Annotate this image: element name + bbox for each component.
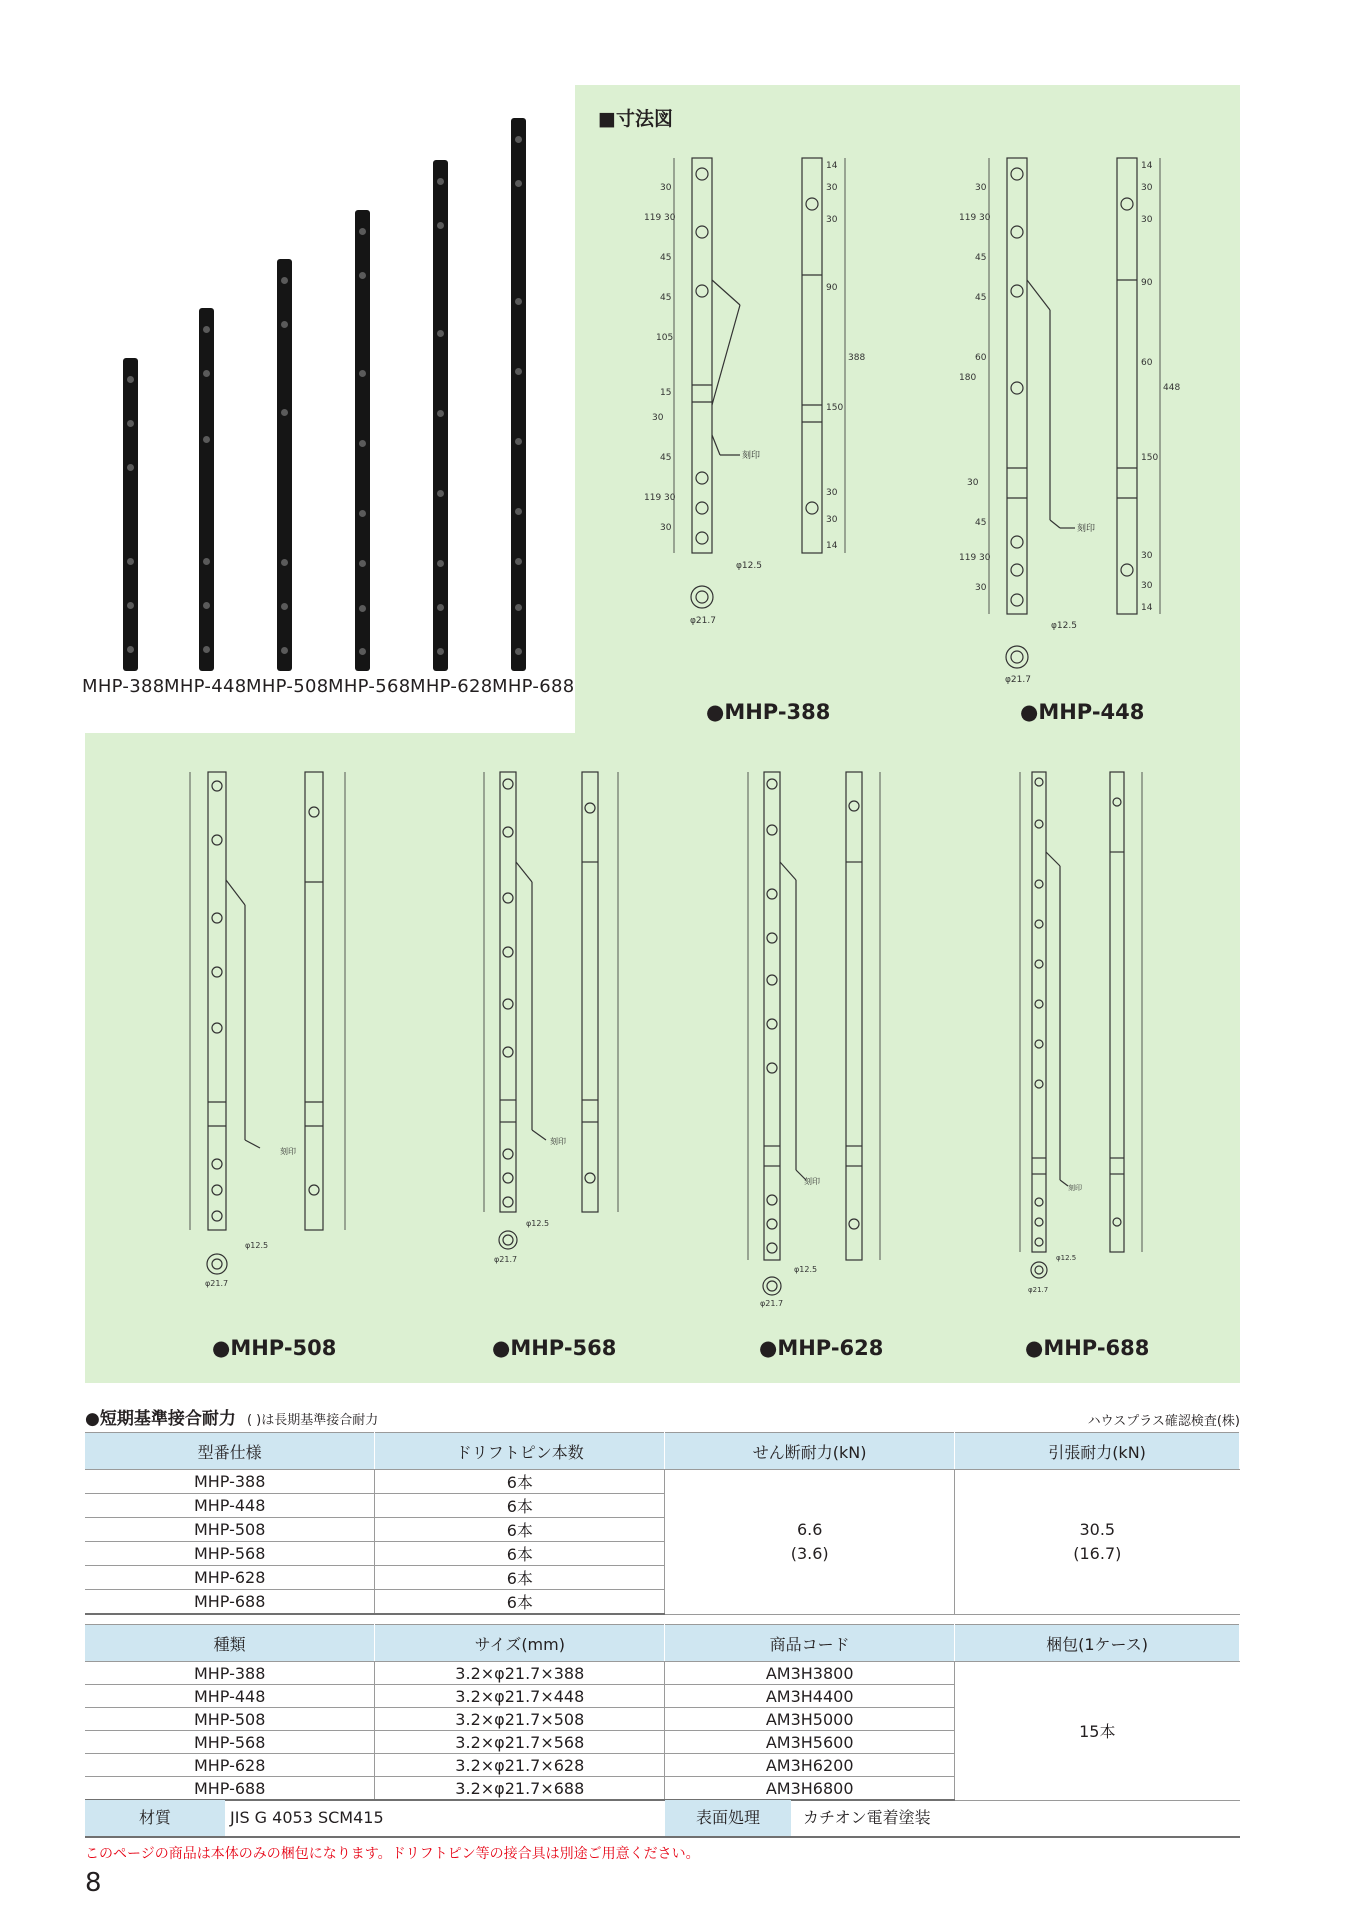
product-label: MHP-568 [328,676,411,697]
svg-text:刻印: 刻印 [742,451,761,461]
header-packing: 梱包(1ケース) [955,1625,1240,1662]
svg-text:45: 45 [660,453,672,463]
svg-text:119 30: 119 30 [644,493,676,503]
strength-title: ●短期基準接合耐力 [85,1409,236,1429]
svg-text:119 30: 119 30 [959,553,991,563]
notice-text: このページの商品は本体のみの梱包になります。ドリフトピン等の接合具は別途ご用意ください。 [85,1846,700,1862]
svg-text:刻印: 刻印 [804,1177,820,1186]
packing-value: 15本 [955,1662,1240,1801]
product-label: MHP-628 [410,676,493,697]
svg-text:105: 105 [656,333,674,343]
svg-text:刻印: 刻印 [280,1147,296,1156]
svg-text:150: 150 [1141,453,1159,463]
header-size: サイズ(mm) [375,1625,665,1662]
surface-value: カチオン電着塗装 [803,1808,931,1827]
material-value: JIS G 4053 SCM415 [230,1808,384,1827]
svg-text:30: 30 [660,523,672,533]
svg-text:30: 30 [660,183,672,193]
header-model: 型番仕様 [85,1433,375,1470]
drawing-mhp-388 [640,150,880,630]
material-label: 材質 [85,1800,225,1836]
svg-text:刻印: 刻印 [1077,524,1096,534]
pin-photo-568 [355,210,370,671]
svg-text:45: 45 [660,293,672,303]
table-row: MHP-628 3.2×φ21.7×628 AM3H6200 [85,1754,1240,1777]
surface-label: 表面処理 [665,1800,791,1836]
svg-text:60: 60 [975,353,987,363]
diagram-label-mhp-688: ●MHP-688 [1025,1336,1150,1360]
svg-text:14: 14 [826,161,838,171]
table-row: MHP-568 3.2×φ21.7×568 AM3H5600 [85,1731,1240,1754]
material-row [85,1800,1240,1838]
page-number: 8 [85,1868,102,1898]
pin-photo-628 [433,160,448,671]
shear-value: 6.6 (3.6) [665,1470,955,1615]
table-row: MHP-508 3.2×φ21.7×508 AM3H5000 [85,1708,1240,1731]
svg-text:φ21.7: φ21.7 [760,1299,784,1308]
diagram-label-mhp-388: ●MHP-388 [706,700,831,724]
product-label: MHP-388 [82,676,165,697]
dimension-title: ■寸法図 [598,108,673,130]
svg-text:119 30: 119 30 [644,213,676,223]
svg-text:30: 30 [967,478,979,488]
svg-text:φ12.5: φ12.5 [1056,1254,1077,1262]
svg-text:388: 388 [848,353,866,363]
header-shear: せん断耐力(kN) [665,1433,955,1470]
diagram-label-mhp-628: ●MHP-628 [759,1336,884,1360]
svg-text:119 30: 119 30 [959,213,991,223]
svg-text:30: 30 [975,583,987,593]
table-row: MHP-508 6本 [85,1518,1240,1542]
svg-text:30: 30 [975,183,987,193]
svg-text:φ12.5: φ12.5 [1051,621,1077,631]
product-label: MHP-508 [246,676,329,697]
svg-text:φ21.7: φ21.7 [1005,675,1031,685]
svg-text:30: 30 [826,183,838,193]
svg-text:30: 30 [652,413,664,423]
product-table [85,1624,1240,1801]
strength-heading [85,1404,378,1429]
pin-photo-388 [123,358,138,671]
svg-text:90: 90 [1141,278,1153,288]
svg-text:90: 90 [826,283,838,293]
table-row: MHP-448 6本 [85,1494,1240,1518]
svg-text:30: 30 [826,515,838,525]
svg-text:φ12.5: φ12.5 [526,1219,550,1228]
drawing-mhp-688 [980,770,1200,1300]
header-tension: 引張耐力(kN) [955,1433,1240,1470]
header-code: 商品コード [665,1625,955,1662]
product-label: MHP-688 [492,676,575,697]
table-row: MHP-568 6本 [85,1542,1240,1566]
pin-photo-688 [511,118,526,671]
svg-text:45: 45 [660,253,672,263]
svg-text:φ21.7: φ21.7 [1028,1286,1049,1294]
diagram-label-mhp-568: ●MHP-568 [492,1336,617,1360]
drawing-mhp-508 [160,770,380,1290]
svg-text:φ12.5: φ12.5 [794,1265,818,1274]
svg-text:φ21.7: φ21.7 [690,616,716,626]
svg-text:30: 30 [826,215,838,225]
svg-text:45: 45 [975,253,987,263]
table-row: MHP-688 3.2×φ21.7×688 AM3H6800 [85,1777,1240,1801]
header-type: 種類 [85,1625,375,1662]
svg-text:φ21.7: φ21.7 [205,1279,229,1288]
table-row: MHP-448 3.2×φ21.7×448 AM3H4400 [85,1685,1240,1708]
drawing-mhp-448 [955,150,1195,690]
svg-text:30: 30 [1141,183,1153,193]
svg-text:14: 14 [1141,161,1153,171]
svg-text:180: 180 [959,373,977,383]
svg-text:45: 45 [975,518,987,528]
svg-text:φ12.5: φ12.5 [245,1241,269,1250]
svg-text:刻印: 刻印 [550,1137,566,1146]
table-row: MHP-628 6本 [85,1566,1240,1590]
pin-photo-508 [277,259,292,671]
svg-text:30: 30 [1141,551,1153,561]
svg-text:30: 30 [826,488,838,498]
table-row: MHP-388 6本 6.6 (3.6) 30.5 (16.7) [85,1470,1240,1494]
svg-text:14: 14 [1141,603,1153,613]
svg-text:φ21.7: φ21.7 [494,1255,518,1264]
table-row: MHP-388 3.2×φ21.7×388 AM3H3800 15本 [85,1662,1240,1685]
svg-text:14: 14 [826,541,838,551]
strength-note: ( )は長期基準接合耐力 [246,1413,379,1428]
svg-text:φ12.5: φ12.5 [736,561,762,571]
pin-photo-448 [199,308,214,671]
strength-table [85,1432,1240,1615]
svg-text:15: 15 [660,388,672,398]
svg-text:30: 30 [1141,215,1153,225]
svg-text:60: 60 [1141,358,1153,368]
svg-text:刻印: 刻印 [1068,1184,1082,1192]
diagram-label-mhp-448: ●MHP-448 [1020,700,1145,724]
tension-value: 30.5 (16.7) [955,1470,1240,1615]
header-pins: ドリフトピン本数 [375,1433,665,1470]
diagram-label-mhp-508: ●MHP-508 [212,1336,337,1360]
product-label: MHP-448 [164,676,247,697]
drawing-mhp-628 [700,770,920,1310]
svg-text:150: 150 [826,403,844,413]
svg-text:45: 45 [975,293,987,303]
strength-source: ハウスプラス確認検査(株) [1087,1414,1240,1429]
svg-text:448: 448 [1163,383,1181,393]
svg-text:30: 30 [1141,581,1153,591]
drawing-mhp-568 [440,770,660,1280]
table-row: MHP-688 6本 [85,1590,1240,1615]
